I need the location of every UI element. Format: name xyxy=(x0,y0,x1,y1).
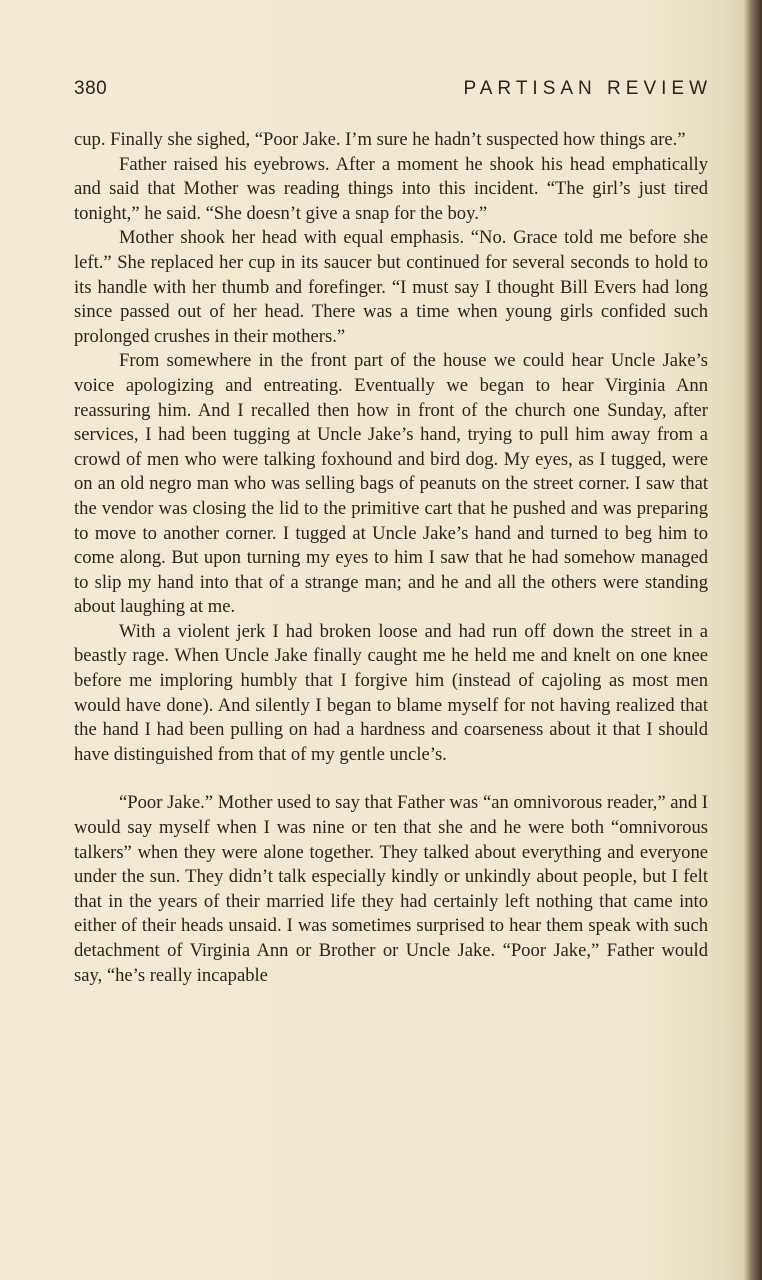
paragraph: “Poor Jake.” Mother used to say that Father was “an omnivorous reader,” and I would say myself when I was nine or ten that she and he were both “omnivorous talkers” when they were alone together. They talked about everything and everyone under the sun. They didn’t talk especially kindly or unkindly about people, but I felt that in the years of their married life they had certainly left nothing that came into either of their heads unsaid. I was sometimes surprised to hear them speak with such detachment of Virginia Ann or Brother or Uncle Jake. “Poor Jake,” Father would say, “he’s really incapable xyxy=(74,792,708,986)
paragraph: cup. Finally she sighed, “Poor Jake. I’m sure he hadn’t suspected how things are.” xyxy=(74,129,686,150)
paragraph: With a violent jerk I had broken loose and had run off down the street in a beastly rage. When Uncle Jake finally caught me he held me and knelt on one knee before me imploring humbly that I forgive him (instead of cajoling as most men would have done). And silently I began to blame myself for not having realized that the hand I had been pulling on had a hardness and coarseness about it that I should have distinguished from that of my gentle uncle’s. xyxy=(74,620,708,765)
page-number: 380 xyxy=(74,78,108,99)
paragraph: Mother shook her head with equal emphasis. “No. Grace told me before she left.” She replaced her cup in its saucer but continued for several seconds to hold to its handle with her thumb and forefinger. “I must say I thought Bill Evers had long since passed out of her head. There was a time when young girls confided such prolonged crushes in their mothers.” xyxy=(74,227,708,347)
paragraph: From somewhere in the front part of the house we could hear Uncle Jake’s voice apologizing and entreating. Eventually we began to hear Virginia Ann reassuring him. And I recalled then how in front of the church one Sunday, after services, I had been tugging at Uncle Jake’s hand, trying to pull him away from a crowd of men who were talking foxhound and bird dog. My eyes, as I tugged, were on an old negro man who was selling bags of peanuts on the street corner. I saw that the vendor was closing the lid to the primitive cart that he pushed and was preparing to move to another corner. I tugged at Uncle Jake’s hand and turned to beg him to come along. But upon turning my eyes to him I saw that he had somehow managed to slip my hand into that of a strange man; and he and all the others were standing about laughing at me. xyxy=(74,350,708,618)
paragraph: Father raised his eyebrows. After a moment he shook his head emphatically and said that Mother was reading things into this incident. “The girl’s just tired tonight,” he said. “She doesn’t give a snap for the boy.” xyxy=(74,153,708,224)
running-header xyxy=(74,78,712,104)
journal-title: PARTISAN REVIEW xyxy=(463,78,712,99)
book-spine-shadow xyxy=(744,0,762,1280)
body-text xyxy=(74,128,708,988)
